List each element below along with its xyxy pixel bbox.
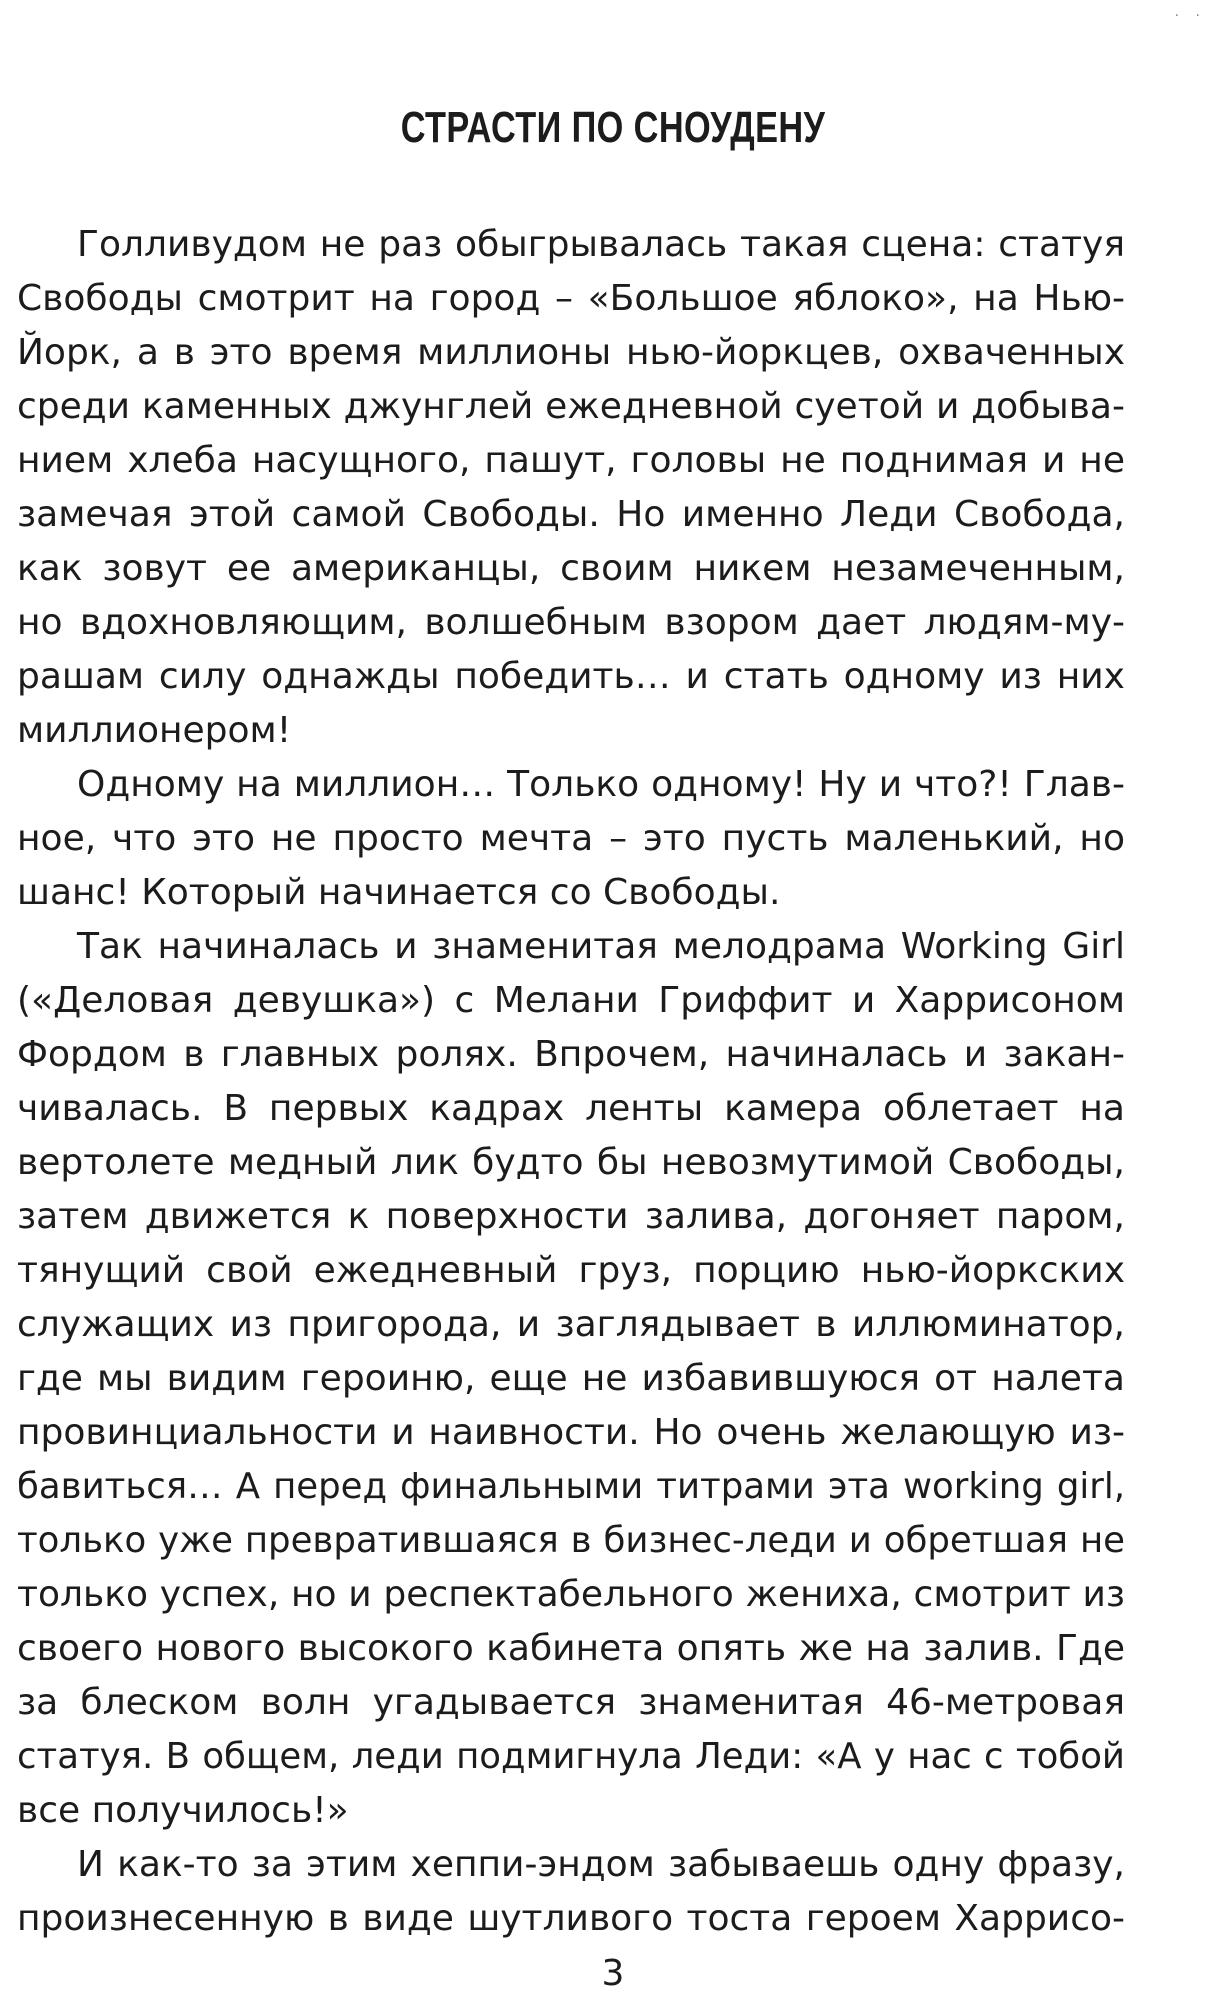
text-line: Голливудом не раз обыгрывалась такая сцена: статуя xyxy=(77,224,1125,265)
text-line: Свободы смотрит на город – «Большое яблоко», на Нью- xyxy=(17,278,1125,319)
text-line: Одному на миллион… Только одному! Ну и что?! Глав- xyxy=(77,764,1125,805)
text-line: только успех, но и респектабельного жениха, смотрит из xyxy=(17,1574,1125,1615)
chapter-title: СТРАСТИ ПО СНОУДЕНУ xyxy=(400,103,826,152)
text-line: миллионером! xyxy=(17,710,292,751)
page-number: 3 xyxy=(601,1953,625,1994)
text-line: своего нового высокого кабинета опять же на залив. Где xyxy=(17,1628,1125,1669)
text-line: как зовут ее американцы, своим никем незамеченным, xyxy=(17,548,1125,589)
text-line: служащих из пригорода, и заглядывает в иллюминатор, xyxy=(17,1304,1125,1345)
text-line: ное, что это не просто мечта – это пусть маленький, но xyxy=(17,818,1125,859)
text-line: («Деловая девушка») с Мелани Гриффит и Харрисоном xyxy=(17,980,1125,1021)
text-line: где мы видим героиню, еще не избавившуюся от налета xyxy=(17,1358,1125,1399)
text-line: статуя. В общем, леди подмигнула Леди: «А у нас с тобой xyxy=(17,1736,1125,1777)
text-line: шанс! Который начинается со Свободы. xyxy=(17,872,781,913)
text-line: чивалась. В первых кадрах ленты камера облетает на xyxy=(17,1088,1125,1129)
text-line: среди каменных джунглей ежедневной суетой и добыва- xyxy=(17,386,1125,427)
text-line: Йорк, а в это время миллионы нью-йоркцев, охваченных xyxy=(17,332,1125,373)
text-line: провинциальности и наивности. Но очень желающую из- xyxy=(17,1412,1125,1453)
text-line: затем движется к поверхности залива, догоняет паром, xyxy=(17,1196,1125,1237)
corner-marks: · · xyxy=(1174,8,1206,24)
text-line: бавиться… А перед финальными титрами эта working girl, xyxy=(17,1466,1125,1507)
text-line: рашам силу однажды победить… и стать одному из них xyxy=(17,656,1125,697)
text-line: только уже превратившаяся в бизнес-леди и обретшая не xyxy=(17,1520,1125,1561)
text-line: Фордом в главных ролях. Впрочем, начиналась и закан- xyxy=(17,1034,1125,1075)
text-line: вертолете медный лик будто бы невозмутимой Свободы, xyxy=(17,1142,1125,1183)
text-line: замечая этой самой Свободы. Но именно Леди Свобода, xyxy=(17,494,1125,535)
text-line: все получилось!» xyxy=(17,1790,349,1831)
body-text xyxy=(17,218,1125,1946)
text-line: нием хлеба насущного, пашут, головы не поднимая и не xyxy=(17,440,1125,481)
text-line: Так начиналась и знаменитая мелодрама Working Girl xyxy=(77,926,1125,967)
text-line: И как-то за этим хеппи-эндом забываешь одну фразу, xyxy=(77,1844,1125,1885)
text-line: произнесенную в виде шутливого тоста героем Харрисо- xyxy=(17,1898,1125,1939)
text-line: но вдохновляющим, волшебным взором дает людям-му- xyxy=(17,602,1125,643)
text-line: за блеском волн угадывается знаменитая 46-метровая xyxy=(17,1682,1125,1723)
text-line: тянущий свой ежедневный груз, порцию нью-йоркских xyxy=(17,1250,1125,1291)
